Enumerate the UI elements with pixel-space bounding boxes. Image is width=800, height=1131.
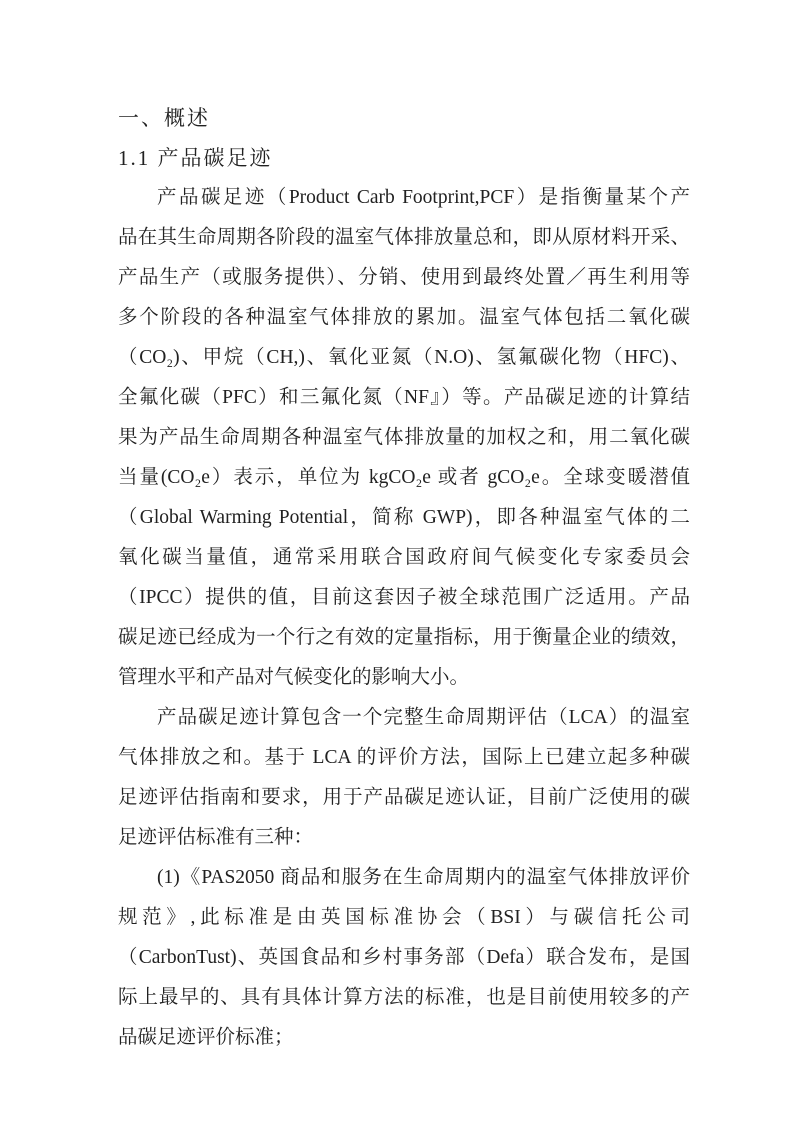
text-line: 产品生产（或服务提供）、分销、使用到最终处置／再生利用等 [118,267,690,288]
text-line: （IPCC）提供的值，目前这套因子被全球范围广泛适用。产品 [118,587,690,608]
section-heading: 一、概述 [118,106,210,130]
text-line: （CarbonTust)、英国食品和乡村事务部（Defa）联合发布，是国 [118,947,690,968]
text-line: 规范》,此标准是由英国标准协会（BSI）与碳信托公司 [118,907,690,928]
subsection-heading: 1.1 产品碳足迹 [118,146,273,170]
text-line: 产品碳足迹计算包含一个完整生命周期评估（LCA）的温室 [157,707,690,728]
text-line: 氧化碳当量值，通常采用联合国政府间气候变化专家委员会 [118,547,690,568]
text-line: 品在其生命周期各阶段的温室气体排放量总和，即从原材料开采、 [118,227,690,248]
text-line: 品碳足迹评价标准； [118,1027,294,1048]
text-line: 际上最早的、具有具体计算方法的标准，也是目前使用较多的产 [118,987,690,1008]
text-line: 足迹评估标准有三种： [118,827,314,848]
text-line: 当量(CO₂e）表示，单位为 kgCO₂e 或者 gCO₂e。全球变暖潜值 [118,467,690,488]
text-line: 足迹评估指南和要求，用于产品碳足迹认证，目前广泛使用的碳 [118,787,690,808]
paragraph-container [118,178,690,1058]
text-line: 全氟化碳（PFC）和三氟化氮（NF』）等。产品碳足迹的计算结 [118,387,690,408]
document-content [118,98,690,1058]
text-line: 产品碳足迹（Product Carb Footprint,PCF）是指衡量某个产 [157,187,690,208]
text-line: 管理水平和产品对气候变化的影响大小。 [118,667,470,688]
text-line: 果为产品生命周期各种温室气体排放量的加权之和，用二氧化碳 [118,427,690,448]
text-line: (1)《PAS2050 商品和服务在生命周期内的温室气体排放评价 [157,867,690,888]
text-line: 气体排放之和。基于 LCA 的评价方法，国际上已建立起多种碳 [118,747,690,768]
text-line: （Global Warming Potential，简称 GWP)，即各种温室气体的二 [118,507,690,528]
text-line: 碳足迹已经成为一个行之有效的定量指标，用于衡量企业的绩效， [118,627,690,648]
text-line: （CO₂)、甲烷（CH,)、氧化亚氮（N.O)、氢氟碳化物（HFC)、 [118,347,690,368]
text-line: 多个阶段的各种温室气体排放的累加。温室气体包括二氧化碳 [118,307,690,328]
